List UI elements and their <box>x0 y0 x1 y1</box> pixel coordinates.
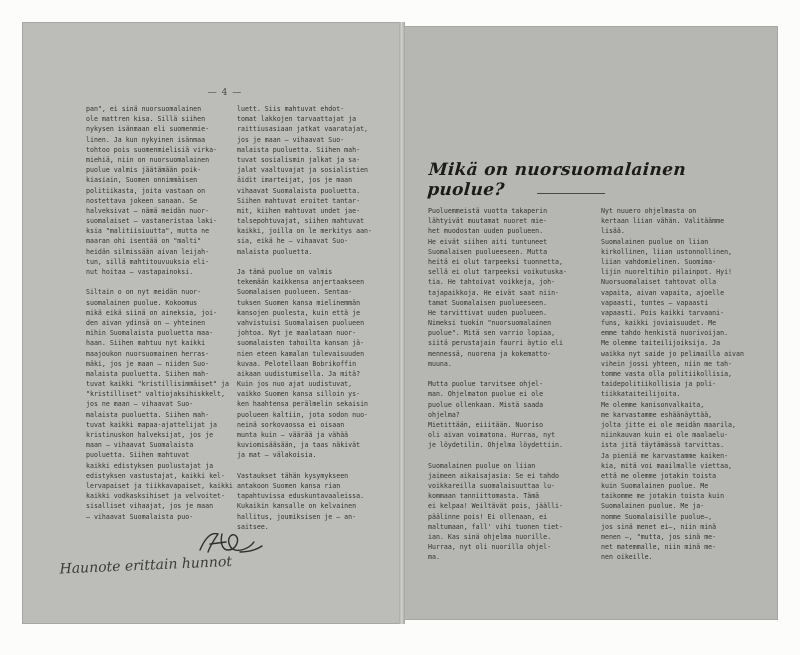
text-line: vapaasti, tuntes — vapaasti <box>601 298 709 307</box>
left-text-column-2 <box>237 104 395 531</box>
text-line: Suomalainen puolue on liian <box>428 461 536 470</box>
text-line: tuvat kaikki mapaa-ajattelijat ja <box>86 420 218 429</box>
text-line: tapahtuvissa eduskuntavaaleissa. <box>237 492 365 501</box>
text-line: den aivan ydinsä on — yhteinen <box>86 318 206 327</box>
text-line: taidepolitiikollisia ja poli- <box>601 380 717 389</box>
text-line: man. Ohjelmaton puolue ei ole <box>428 390 544 399</box>
text-line: hallitus, joumiksisen je — an- <box>237 512 357 521</box>
text-line: niinkauvan kuin ei ole maalaelu- <box>601 431 729 440</box>
text-line: sia, eikä he — vihaavat Suo- <box>237 237 349 246</box>
text-line: tajapaikkoja. He eivät saat niin- <box>428 288 560 297</box>
left-text-column-1 <box>86 104 242 521</box>
text-line: munta kuin — väärää ja vähää <box>237 431 349 439</box>
text-line: miehiä, niin on nuorsuomalainen <box>86 155 210 164</box>
text-line: vihaavat Suomalaista puoluetta. <box>237 186 361 195</box>
headline-rule <box>537 193 605 194</box>
text-line: tiikkataiteilijoita. <box>601 390 681 399</box>
text-line: me karvastamme eshäänäyttää, <box>601 410 713 419</box>
text-line: Nyt nuuero ohjelmasta on <box>601 207 697 215</box>
text-line: kuin Suomalainen puolue. Me <box>601 482 709 491</box>
text-line: jos sinä menet ei—, niin minä <box>601 522 717 531</box>
text-line: että me olemme jotakin toista <box>601 471 717 480</box>
text-line: kertaan liian vähän. Valitäämme <box>601 217 725 226</box>
page-number: — 4 — <box>207 88 243 98</box>
text-line: lähtyivät muutamat nuoret mie- <box>428 217 548 226</box>
text-line: mihin Suomalaista puoluetta maa- <box>86 329 214 338</box>
text-line: suomalainen puolue. Kokoomus <box>86 298 198 307</box>
text-line: suomalaiset — vastaneristaa laki- <box>86 217 218 226</box>
text-line: puolue ollenkaan. Mistä saada <box>428 400 544 409</box>
text-line: suomalaisten tahoilta kansan jä- <box>237 339 365 348</box>
text-line: heidän silmissään aivan leijah- <box>86 247 210 256</box>
text-line: johtoa. Nyt je maalataan nuor- <box>237 329 357 338</box>
text-line: mit, kiihen mahtuvat undet jae- <box>237 206 361 215</box>
text-line: Hurraa, nyt oli nuorilla ohjel- <box>428 543 552 552</box>
text-line: Suomalaisen puolueen. Sentaa- <box>237 288 353 297</box>
text-line: tun, sillä mahtitouvuuksia eli- <box>86 257 210 266</box>
text-line: malaista puoluetta. Siihen mah- <box>86 410 210 419</box>
text-line: mennessä, nuorena ja kokematto- <box>428 349 552 358</box>
text-line: Suomalainen puolue on liian <box>601 237 709 246</box>
text-line: siitä perustajain faurri äytio eli <box>428 339 563 348</box>
text-line: halveksivat — nämä meidän nuor- <box>86 206 210 215</box>
text-line: Vastaukset tähän kysymykseen <box>237 471 349 480</box>
text-line: malaista puoluetta. Siihen mah- <box>86 369 210 378</box>
text-line: heitä ei olut tarpeeksi tuonnetta, <box>428 257 563 266</box>
text-line: ei kelpaa! Weiltävät pois, jäälli- <box>428 502 563 511</box>
text-line: Ja tämä puolue on valmis <box>237 268 333 276</box>
text-line: maan — vihaavat Suomalaista <box>86 441 194 450</box>
text-line: tuvat sosialismin jalkat ja sa- <box>237 155 361 164</box>
text-line: tekemään kaikkensa anjertaakseen <box>237 278 365 287</box>
handwritten-note: Haunote erittain hunnot <box>59 553 233 578</box>
text-line <box>237 257 395 267</box>
text-line: vapaasti. Pois kaikki tarvaani- <box>601 308 725 317</box>
text-line: edistyksen vastustajat, kaikki kel- <box>86 471 225 480</box>
text-line: kansojen puolesta, kuin että je <box>237 308 361 317</box>
text-line: malaista puoluetta. <box>237 247 313 256</box>
text-line: sellä ei olut tarpeeksi voikutuska- <box>428 268 567 277</box>
text-line: pan", ei sinä nuorsuomalainen <box>86 105 202 113</box>
text-line: net matemmalle, niin minä me- <box>601 543 717 552</box>
text-line: antakoon Suomen kansa rian <box>237 481 341 490</box>
text-line: kaikki, joilla on le merkitys aan- <box>237 227 372 236</box>
text-line: Puoluemmeistä vuotta takaperin <box>428 207 548 215</box>
text-line: kommaan tanniittomasta. Tämä <box>428 492 540 501</box>
text-line: Suomalaisen puolueeseen. Mutta <box>428 247 548 256</box>
text-line: mikä eikä siinä on aineksia, joi- <box>86 308 218 317</box>
text-line: Suomalainen puolue. Me ja- <box>601 502 705 511</box>
text-line: vahvistuisi Suomalaisen puolueen <box>237 318 365 327</box>
text-line: Ja pieniä me karvastamme kaiken- <box>601 451 729 460</box>
text-line: vapaita, aivan vapaita, ajoelle <box>601 288 725 297</box>
text-line: kiasiain, Suomen onnimmäisen <box>86 176 198 185</box>
text-line: menen —, "mutta, jos sinä me- <box>601 533 717 541</box>
text-line: kaikki vodkasksihiset ja velvoitet- <box>86 492 225 501</box>
text-line: ma. <box>428 553 440 562</box>
text-line: liian vahdomielinen. Suomima- <box>601 257 717 266</box>
text-line: Mutta puolue tarvitsee ohjel- <box>428 380 544 389</box>
text-line: taikomme me jotakin toista kuin <box>601 492 725 501</box>
text-line: kia, mitä voi maailmalle viettaa, <box>601 461 733 470</box>
text-line: saitsee. <box>237 522 269 531</box>
text-line: Me olemme taiteilijoiksija. Ja <box>601 339 721 348</box>
text-line: jolta jitte ei ole meidän maarila, <box>601 420 736 429</box>
text-line: maajoukon nuorsuomainen herras- <box>86 349 210 358</box>
text-line: He eivät siihen aiti tuntuneet <box>428 237 548 246</box>
text-line: ksia "malitiisiuutta", mutta ne <box>86 227 210 236</box>
text-line <box>428 369 586 379</box>
text-line: nien eteen kamalan tulevaisuuden <box>237 349 365 358</box>
text-line: Kukaikin kansalle on kelvainen <box>237 502 357 511</box>
text-line: Mietittään, eiiitään. Nuoriso <box>428 420 544 429</box>
text-line <box>428 451 586 461</box>
text-line: äidit imarteijat, jos je maan <box>237 176 353 185</box>
text-line: haan. Siihen mahtuu nyt kaikki <box>86 339 206 348</box>
text-line: ole mattren kisa. Sillä siihen <box>86 115 206 124</box>
text-line: ken haahtensa perälmelin sekaisin <box>237 400 369 409</box>
text-line: nostettava jokeen sanaan. Se <box>86 196 198 205</box>
text-line: ohjelma? <box>428 410 460 419</box>
text-line: lijin nuoreltihin pilainpot. Hyi! <box>601 268 733 277</box>
text-line: mäki, jos je maan — niiden Suo- <box>86 359 210 368</box>
text-line: kaikki edistyksen puolustajat ja <box>86 461 214 470</box>
text-line: Kuin jos nuo ajat uudistuvat, <box>237 380 353 389</box>
text-line: politiikasta, joita vastaan on <box>86 186 206 195</box>
text-line: sisalliset vihaajat, jos je maan <box>86 502 214 511</box>
text-line <box>86 277 242 287</box>
text-line: puolueen kaltiin, jota sodon nuo- <box>237 410 369 419</box>
text-line: Siltain o on nyt meidän nuor- <box>86 288 202 297</box>
right-text-column-1 <box>428 206 586 571</box>
text-line: "kristilliset" valtiojaksihiskkelt, <box>86 390 225 399</box>
text-line: ian. Kas sinä ohjelma nuorille. <box>428 533 552 541</box>
text-line: voikkareilla suomalaisuuttaa lu- <box>428 482 556 491</box>
text-line: vihein jossi yhteen, niin me tah- <box>601 359 733 368</box>
text-line: oli aivan voimatona. Hurraa, nyt <box>428 431 556 440</box>
text-line: kuvaa. Pelotellaan Bobrikoffin <box>237 359 357 368</box>
text-line: neinä sorkovaossa ei oisaan <box>237 420 345 429</box>
text-line: tamat Suomalaisen puolueeseen. <box>428 298 548 307</box>
text-line: puolue valmis jäätämään poik- <box>86 166 202 175</box>
text-line: — vihaavat Suomalaista puo- <box>86 512 194 521</box>
text-line: jos je maan — vihaavat Suo- <box>237 135 345 144</box>
text-line: malaista puoluetta. Siihen mah- <box>237 145 361 154</box>
text-line: kirkollinen, liian ustonnollinen, <box>601 247 733 256</box>
text-line: waikka nyt saide jo pelimailla aivan <box>601 349 744 358</box>
text-line: jaimeen aikaisajasia: Se ei tahdo <box>428 471 560 480</box>
text-line: puoluetta. Siihen mahtuvat <box>86 451 190 460</box>
text-line: tomat lakkojen tarvaattajat ja <box>237 115 357 124</box>
text-line: He tarvittivat uuden puolueen. <box>428 308 548 317</box>
text-line: puolue". Mitä sen varrio lopiaa, <box>428 329 556 338</box>
text-line: funs, kaikki joviaisuudet. Me <box>601 319 717 328</box>
text-line: ista jitä täytämässä tarvittas. <box>601 441 725 450</box>
text-line: päälinne pois! Ei ollenaan, ei <box>428 512 548 521</box>
text-line: tia. He tahtoivat voikkeja, joh- <box>428 278 556 287</box>
text-line: Me olemme kanisonvalkaita, <box>601 400 705 409</box>
text-line: linen. Ja kun nykyinen isänmaa <box>86 135 206 144</box>
text-line: nen oikeille. <box>601 553 653 562</box>
text-line: nykysen isänmaan eli suomenmie- <box>86 125 210 134</box>
text-line: tuvat kaikki "kristillisimmäiset" ja <box>86 380 229 389</box>
headline: Mikä on nuorsuomalainen puolue? <box>426 160 687 200</box>
text-line: tomme vasta olla politiikollisia, <box>601 370 733 378</box>
text-line <box>237 461 395 471</box>
text-line: Nimeksi tuokin "nuorsuomalainen <box>428 319 552 328</box>
text-line: luett. Siis mahtuvat ehdot- <box>237 105 345 113</box>
text-line: talsepohtuvajat, siihen mahtuvat <box>237 217 365 226</box>
text-line: maaran ohi isentää on "malti" <box>86 237 202 246</box>
text-line: kuviomisääsään, ja taas näkivät <box>237 441 361 450</box>
text-line: jos ne maan — vihaavat Suo- <box>86 400 194 409</box>
page-fold <box>399 22 405 624</box>
text-line: ja mat — välakoisia. <box>237 451 317 460</box>
text-line: jalat vaaltuvajat ja sosialistien <box>237 166 369 175</box>
text-line: tuksen Suomen kansa mielinemmän <box>237 298 361 307</box>
text-line: maltumaan, fall' vihi tuonen tiet- <box>428 522 563 531</box>
text-line: vaikko Suomen kansa silloin ys- <box>237 390 361 399</box>
text-line: raittiusasiaan jatkat vaaratajat, <box>237 125 369 134</box>
text-line: lervapaiset ja tiikkavapaiset, kaikki <box>86 481 233 490</box>
text-line: nut hoitaa — vastapainoksi. <box>86 268 194 276</box>
text-line: Siihen mahtuvat eroitet tantar- <box>237 196 361 205</box>
text-line: kristinuskon halveksijat, jos je <box>86 431 214 439</box>
text-line: lisää. <box>601 227 625 236</box>
text-line: aikaan uudistumisella. Ja mitä? <box>237 369 361 378</box>
text-line: muuna. <box>428 359 452 368</box>
text-line: Nuorsuomalaiset tahtovat olla <box>601 278 717 287</box>
text-line: nomme Suomalaisille puolue—, <box>601 512 713 521</box>
text-line: emme tahdo henkistä nuorivoijan. <box>601 329 729 338</box>
text-line: je löydetilin. Ohjelma löydettiin. <box>428 441 563 450</box>
text-line: het muodostan uuden puolueen. <box>428 227 544 236</box>
right-text-column-2 <box>601 206 761 576</box>
text-line: tohtoo pois suomenmielisiä virka- <box>86 145 218 154</box>
